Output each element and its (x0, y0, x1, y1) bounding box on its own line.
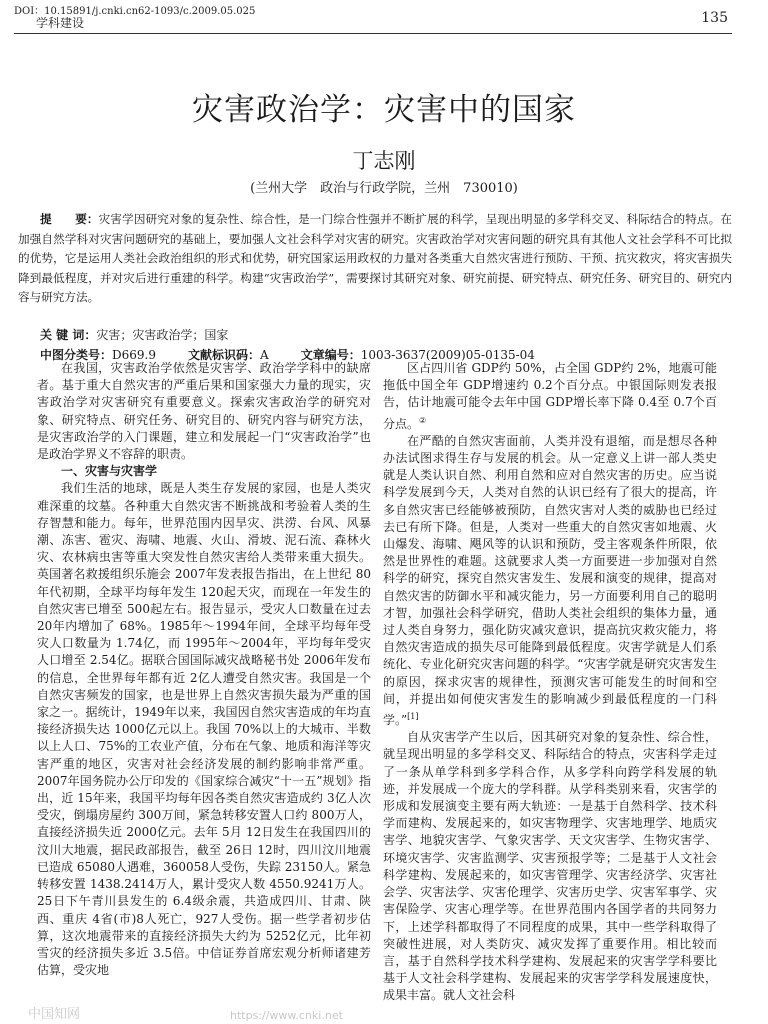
article-no-value: 1003-3637(2009)05-0135-04 (360, 348, 535, 362)
paragraph: 在我国，灾害政治学依然是灾害学、政治学学科中的缺席者。基于重大自然灾害的严重后果和国家强大力量的现实，灾害政治学对灾害研究有重要意义。探索灾害政治学的研究对象、研究特点、研究任务、研究目的、研究内容与研究方法，是灾害政治学的入门课题，建立和发展起一门“灾害政治学”也是政治学界义不容辞的职责。 (37, 361, 371, 462)
clc-label: 中图分类号： (40, 348, 113, 362)
header-rule (14, 33, 732, 34)
section-heading: 一、灾害与灾害学 (61, 464, 158, 479)
doc-code-value: A (260, 348, 269, 362)
paragraph: 我们生活的地球，既是人类生存发展的家园，也是人类灾难深重的坟墓。各种重大自然灾害不断挑战和考验着人类的生存智慧和能力。每年，世界范围内因旱灾、洪涝、台风、风暴潮、冻害、雹灾、海啸、地震、火山、滑坡、泥石流、森林火灾、农林病虫害等重大突发性自然灾害给人类带来重大损失。英国著名救援组织乐施会 2007年发表报告指出，在上世纪 80年代初期，全球平均每年发生 120起天灾，而现在一年发生的自然灾害已增至 500起左右。报告显示，受灾人口数量在过去 20年内增加了 68%。1985年～1994年间，全球平均每年受灾人口数量为 1.74亿，而 1995年～2004年，平均每年受灾人口增至 2.54亿。据联合国国际减灾战略秘书处 2006年发布的信息，全世界每年都有近 2亿人遭受自然灾害。我国是一个自然灾害频发的国家，也是世界上自然灾害损失最为严重的国家之一。据统计，1949年以来，我国因自然灾害造成的年均直接经济损失达 1000亿元以上。我国 70%以上的大城市、半数以上人口、75%的工农业产值，分布在气象、地质和海洋等灾害严重的地区，灾害对社会经济发展的制约影响非常严重。2007年国务院办公厅印发的《国家综合减灾“十一五”规划》指出，近 15年来，我国平均每年因各类自然灾害造成约 3亿人次受灾，倒塌房屋约 300万间，紧急转移安置人口约 800万人，直接经济损失近 2000亿元。去年 5月 12日发生在我国四川的汶川大地震，据民政部报告，截至 26日 12时，四川汶川地震已造成 65080人遇难，360058人受伤，失踪 23150人。紧急转移安置 1438.2414万人，累计受灾人数 4550.9241万人。25日下午青川县发生的 6.4级余震，共造成四川、甘肃、陕西、重庆 4省(市)8人死亡，927人受伤。据一些学者初步估算，这次地震带来的直接经济损失大约为 5252亿元，比年初雪灾的经济损失多近 3.5倍。中信证券首席宏观分析师诸建芳估算，受灾地 (37, 481, 371, 978)
keywords (40, 326, 228, 343)
abstract (18, 210, 732, 308)
page-number: 135 (701, 10, 728, 26)
paragraph: 自从灾害学产生以后，因其研究对象的复杂性、综合性，就呈现出明显的多学科交叉、科际结合的特点，灾害科学走过了一条从单学科到多学科合作，从多学科向跨学科发展的轨迹，并发展成一个庞大的学科群。从学科类别来看，灾害学的形成和发展演变主要有两大轨迹：一是基于自然科学、技术科学而建构、发展起来的，如灾害物理学、灾害地理学、地质灾害学、地貌灾害学、气象灾害学、天文灾害学、生物灾害学、环境灾害学、灾害监测学、灾害预报学等；二是基于人文社会科学建构、发展起来的，如灾害管理学、灾害经济学、灾害社会学、灾害法学、灾害伦理学、灾害历史学、灾害军事学、灾害保险学、灾害心理学等。在世界范围内各国学者的共同努力下，上述学科都取得了不同程度的成果，其中一些学科取得了突破性进展，对人类防灾、减灾发挥了重要作用。相比较而言，基于自然科学技术科学建构、发展起来的灾害学学科要比基于人文社会科学建构、发展起来的灾害学学科发展速度快，成果丰富。就人文社会科 (383, 730, 717, 1003)
doi-text: DOI：10.15891/j.cnki.cn62-1093/c.2009.05.025 (14, 6, 256, 17)
clc-value: D669.9 (112, 348, 156, 362)
article-title: 灾害政治学：灾害中的国家 (192, 92, 576, 128)
keywords-label: 关 键 词： (40, 328, 97, 342)
author-affiliation: (兰州大学 政治与行政学院，兰州 730010) (250, 181, 518, 196)
article-no-label: 文章编号： (300, 348, 361, 362)
cnki-watermark-url: https://www.cnki.net (230, 1009, 343, 1022)
paragraph-text: 区占四川省 GDP约 50%，占全国 GDP约 2%，地震可能拖低中国全年 GDP增速约 0.2个百分点。中银国际则发表报告，估计地震可能令去年中国 GDP增长率下降 0.4至 0.7个百分点。 (383, 361, 717, 431)
paragraph (383, 360, 717, 433)
keywords-text: 灾害；灾害政治学；国家 (96, 328, 229, 342)
body-column-left (37, 360, 371, 979)
abstract-text: 灾害学因研究对象的复杂性、综合性，是一门综合性强并不断扩展的科学，呈现出明显的多学科交叉、科际结合的特点。在加强自然学科对灾害问题研究的基础上，要加强人文社会科学对灾害的研究。灾害政治学对灾害问题的研究具有其他人文社会学科不可比拟的优势，它是运用人类社会政治组织的形式和优势，研究国家运用政权的力量对各类重大自然灾害进行预防、干预、抗灾救灾，将灾害损失降到最低程度，并对灾后进行重建的科学。构建“灾害政治学”，需要探讨其研究对象、研究前提、研究特点、研究任务、研究目的、研究内容与研究方法。 (18, 212, 732, 304)
section-name: 学科建设 (36, 16, 85, 30)
abstract-label: 提 要： (40, 212, 99, 226)
citation-ref: [1] (407, 712, 419, 722)
doc-code-label: 文献标识码： (188, 348, 261, 362)
body-column-right (383, 360, 717, 1005)
paragraph-text: 在严酷的自然灾害面前，人类并没有退缩，而是想尽各种办法试图求得生存与发展的机会。从一定意义上讲一部人类史就是人类认识自然、利用自然和应对自然灾害的历史。应当说科学发展到今天，人类对自然的认识已经有了很大的提高，许多自然灾害已经能够被预防，自然灾害对人类的威胁也已经过去已有所下降。但是，人类对一些重大的自然灾害如地震、火山爆发、海啸、飓风等的认识和预防，受主客观条件所限，依然是世界性的难题。这就要求人类一方面要进一步加强对自然科学的研究，探究自然灾害发生、发展和演变的规律，提高对自然灾害的防御水平和减灾能力，另一方面要利用自己的聪明才智，加强社会科学研究，借助人类社会组织的集体力量，通过人类自身努力，强化防灾减灾意识，提高抗灾救灾能力，将自然灾害造成的损失尽可能降到最低程度。灾害学就是人们系统化、专业化研究灾害问题的科学。“灾害学就是研究灾害发生的原因，探求灾害的规律性，预测灾害可能发生的时间和空间，并提出如何使灾害发生的影响减少到最低程度的一门科学。” (383, 433, 717, 728)
footnote-ref: ② (419, 415, 427, 425)
cnki-watermark: 中国知网 (28, 1007, 81, 1022)
article-author: 丁志刚 (352, 149, 416, 173)
paragraph (383, 433, 717, 729)
